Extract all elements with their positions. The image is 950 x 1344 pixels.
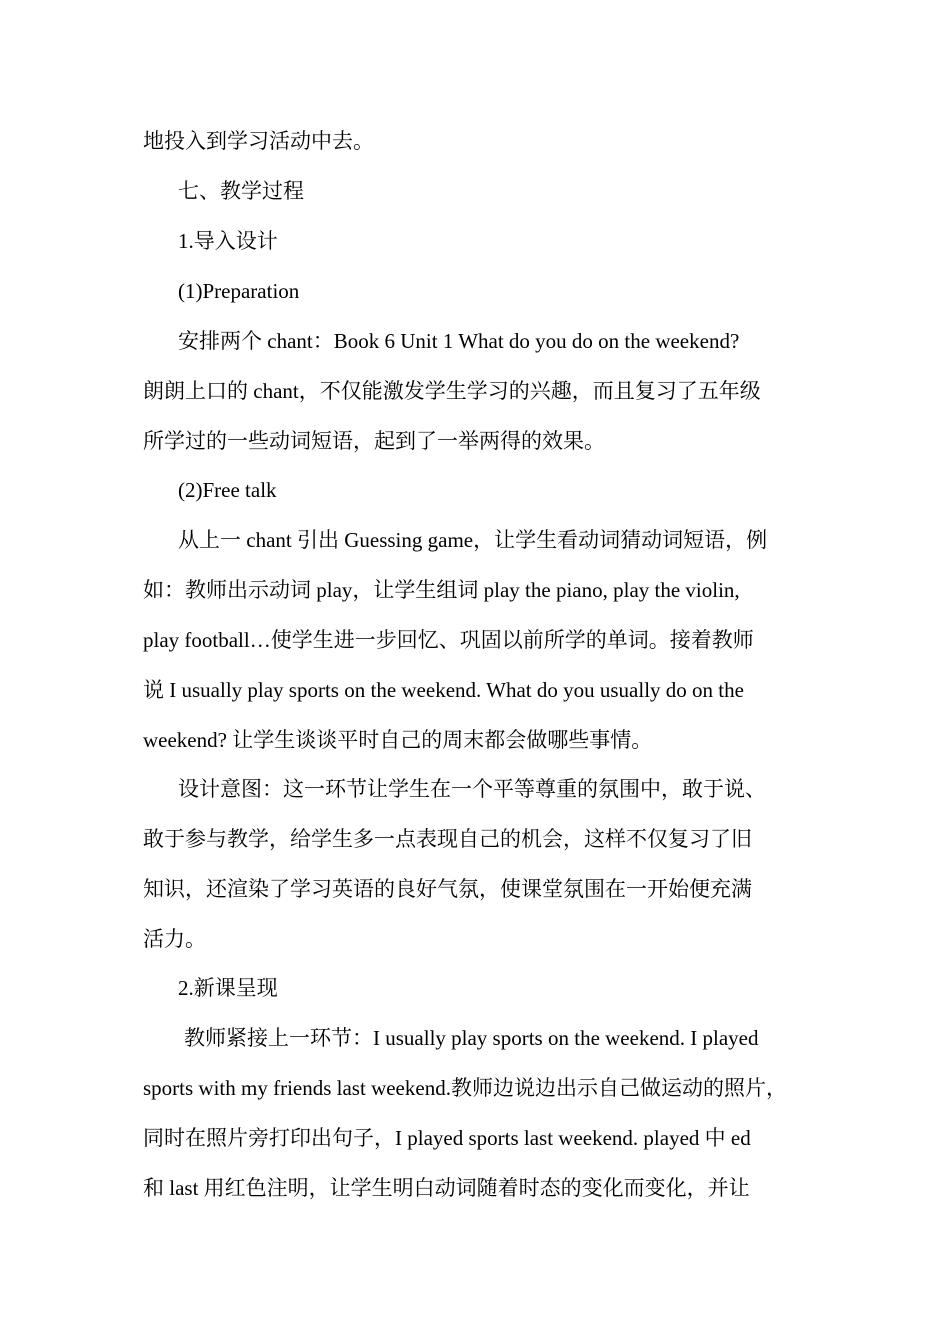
paragraph-line: play football…使学生进一步回忆、巩固以前所学的单词。接着教师: [143, 628, 754, 652]
paragraph-line: 安排两个 chant：Book 6 Unit 1 What do you do on the weekend?: [178, 329, 740, 353]
paragraph-line: 同时在照片旁打印出句子，I played sports last weekend. played 中 ed: [143, 1126, 751, 1150]
paragraph-line: 所学过的一些动词短语，起到了一举两得的效果。: [143, 429, 605, 453]
paragraph-line: 说 I usually play sports on the weekend. What do you usually do on the: [143, 678, 744, 702]
paragraph-line: 敢于参与教学，给学生多一点表现自己的机会，这样不仅复习了旧: [143, 827, 752, 851]
paragraph-line: 教师紧接上一环节：I usually play sports on the weekend. I played: [184, 1026, 759, 1050]
subsection-heading: (2)Free talk: [178, 478, 277, 502]
paragraph-line: 从上一 chant 引出 Guessing game，让学生看动词猜动词短语，例: [178, 528, 768, 552]
paragraph-line: 和 last 用红色注明，让学生明白动词随着时态的变化而变化，并让: [143, 1176, 750, 1200]
paragraph-line: weekend? 让学生谈谈平时自己的周末都会做哪些事情。: [143, 728, 653, 752]
paragraph-line: 活力。: [143, 927, 206, 951]
paragraph-line: sports with my friends last weekend.教师边说边出示自己做运动的照片，: [143, 1076, 787, 1100]
paragraph-line: 地投入到学习活动中去。: [143, 129, 374, 153]
paragraph-line: 设计意图：这一环节让学生在一个平等尊重的氛围中，敢于说、: [178, 777, 766, 801]
subsection-heading: (1)Preparation: [178, 279, 300, 303]
section-heading: 七、教学过程: [178, 179, 304, 203]
paragraph-line: 如：教师出示动词 play，让学生组词 play the piano, play the violin,: [143, 578, 740, 602]
subsection-heading: 2.新课呈现: [178, 976, 278, 1000]
paragraph-line: 朗朗上口的 chant，不仅能激发学生学习的兴趣，而且复习了五年级: [143, 379, 761, 403]
subsection-heading: 1.导入设计: [178, 229, 278, 253]
paragraph-line: 知识，还渲染了学习英语的良好气氛，使课堂氛围在一开始便充满: [143, 877, 752, 901]
